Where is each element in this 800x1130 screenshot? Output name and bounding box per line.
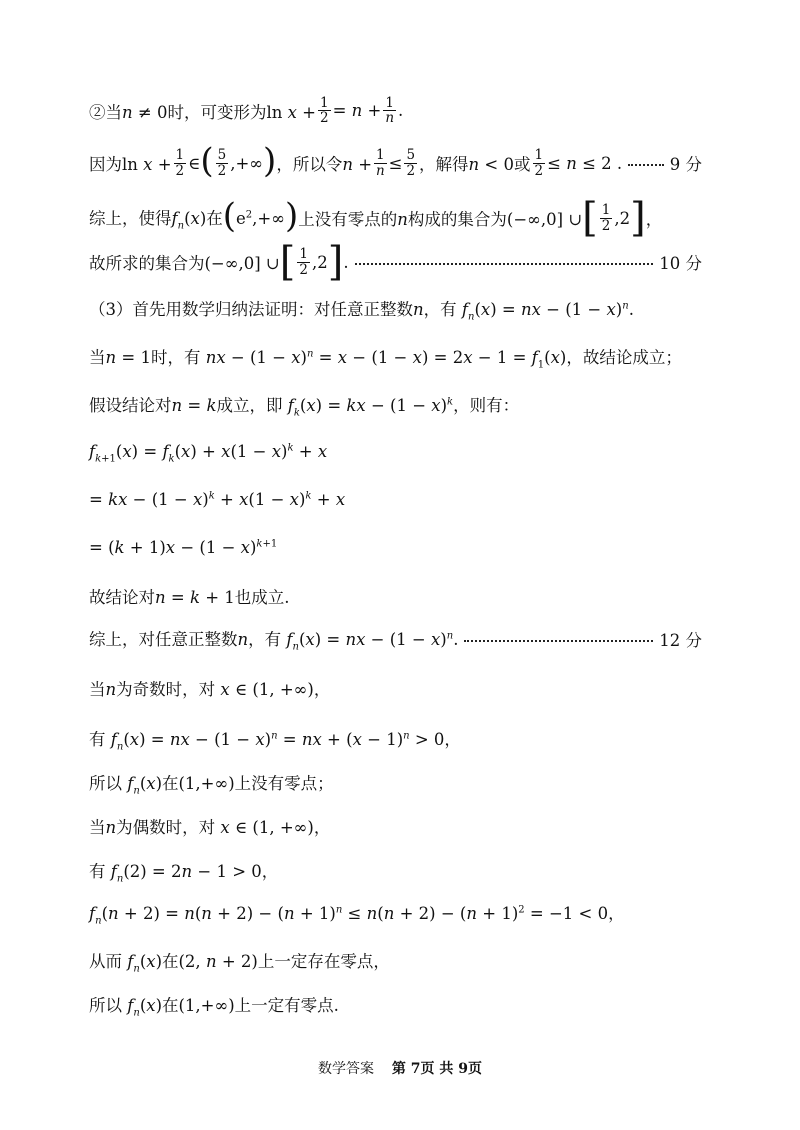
solution-line-16: 当n为偶数时，对 x ∈ (1, +∞)，: [89, 818, 331, 837]
footer-page-label: 第 7页 共 9页: [391, 1061, 482, 1077]
solution-line-13: 当n为奇数时，对 x ∈ (1, +∞)，: [89, 680, 331, 699]
solution-line-14: 有 $f_n(x)$ = nx − $(1 - x)^n$ = nx + $(x - 1)^n > 0$，: [89, 730, 461, 753]
solution-line-20: 所以 $f_n(x)$在(1,+∞)上一定有零点.: [89, 996, 339, 1019]
footer-subject: 数学答案: [318, 1061, 375, 1077]
solution-line-2: 因为ln x + $\frac{1}{2}$ ∈ ( $\frac{5}{2}$ ,+∞ ) ，所以令n + $\frac{1}{n}$ ≤ $\frac{5}{2}$ ，解得n < 0或 $\frac{1}{2}$ ≤ n ≤ 2 . 9 分: [89, 141, 702, 181]
score-marker: 12 分: [659, 631, 702, 651]
score-marker: 10 分: [659, 254, 702, 273]
score-marker: 9 分: [669, 155, 702, 174]
solution-line-4: 故所求的集合为(−∞,0] ∪ [ $\frac{1}{2}$ ,2 ] . 10 分: [89, 239, 702, 285]
solution-line-15: 所以 $f_n(x)$在(1,+∞)上没有零点；: [89, 774, 334, 797]
solution-line-5: （3）首先用数学归纳法证明：对任意正整数n，有 $f_n(x)$ = nx − $(1 - x)^n$.: [89, 300, 634, 323]
solution-line-3: 综上，使得$f_n(x)$在 ( $e^2,+\infty$ ) 上没有零点的n构成的集合为(−∞,0] ∪ [ $\frac{1}{2}$ ,2 ] ，: [89, 195, 663, 241]
solution-line-18: $f_n(n + 2) = n(n + 2) - (n + 1)^n \le n(n + 2) - (n + 1)^2 = -1 < 0$，: [89, 904, 625, 927]
solution-line-1: ②当n ≠ 0时，可变形为ln x + $\frac{1}{2}$ = n + $\frac{1}{n}$ .: [89, 95, 404, 127]
solution-line-17: 有 $f_n(2) = 2n - 1 > 0$，: [89, 862, 279, 885]
solution-line-6: 当n = 1时，有 nx − $(1 - x)^n = x - (1 - x) = 2x - 1 = f_1(x)$，故结论成立；: [89, 348, 682, 371]
solution-line-9: = kx − $(1 - x)^k + x(1 - x)^k + x$: [89, 490, 346, 509]
solution-line-10: = $(k + 1)x - (1 - x)^{k+1}$: [89, 538, 278, 557]
solution-line-12: 综上，对任意正整数n，有 $f_n(x)$ = nx − $(1 - x)^n$. 12 分: [89, 626, 702, 652]
page-footer: [0, 1058, 800, 1078]
solution-line-19: 从而 $f_n(x)$在(2, n + 2)上一定存在零点，: [89, 952, 390, 975]
solution-line-8: $f_{k+1}(x) = f_k(x) + x(1 - x)^k + x$: [89, 442, 328, 465]
solution-line-7: 假设结论对n = k成立，即 $f_k(x)$ = kx − $(1 - x)^k$，则有：: [89, 396, 520, 419]
solution-line-11: 故结论对n = k + 1也成立.: [89, 588, 290, 607]
